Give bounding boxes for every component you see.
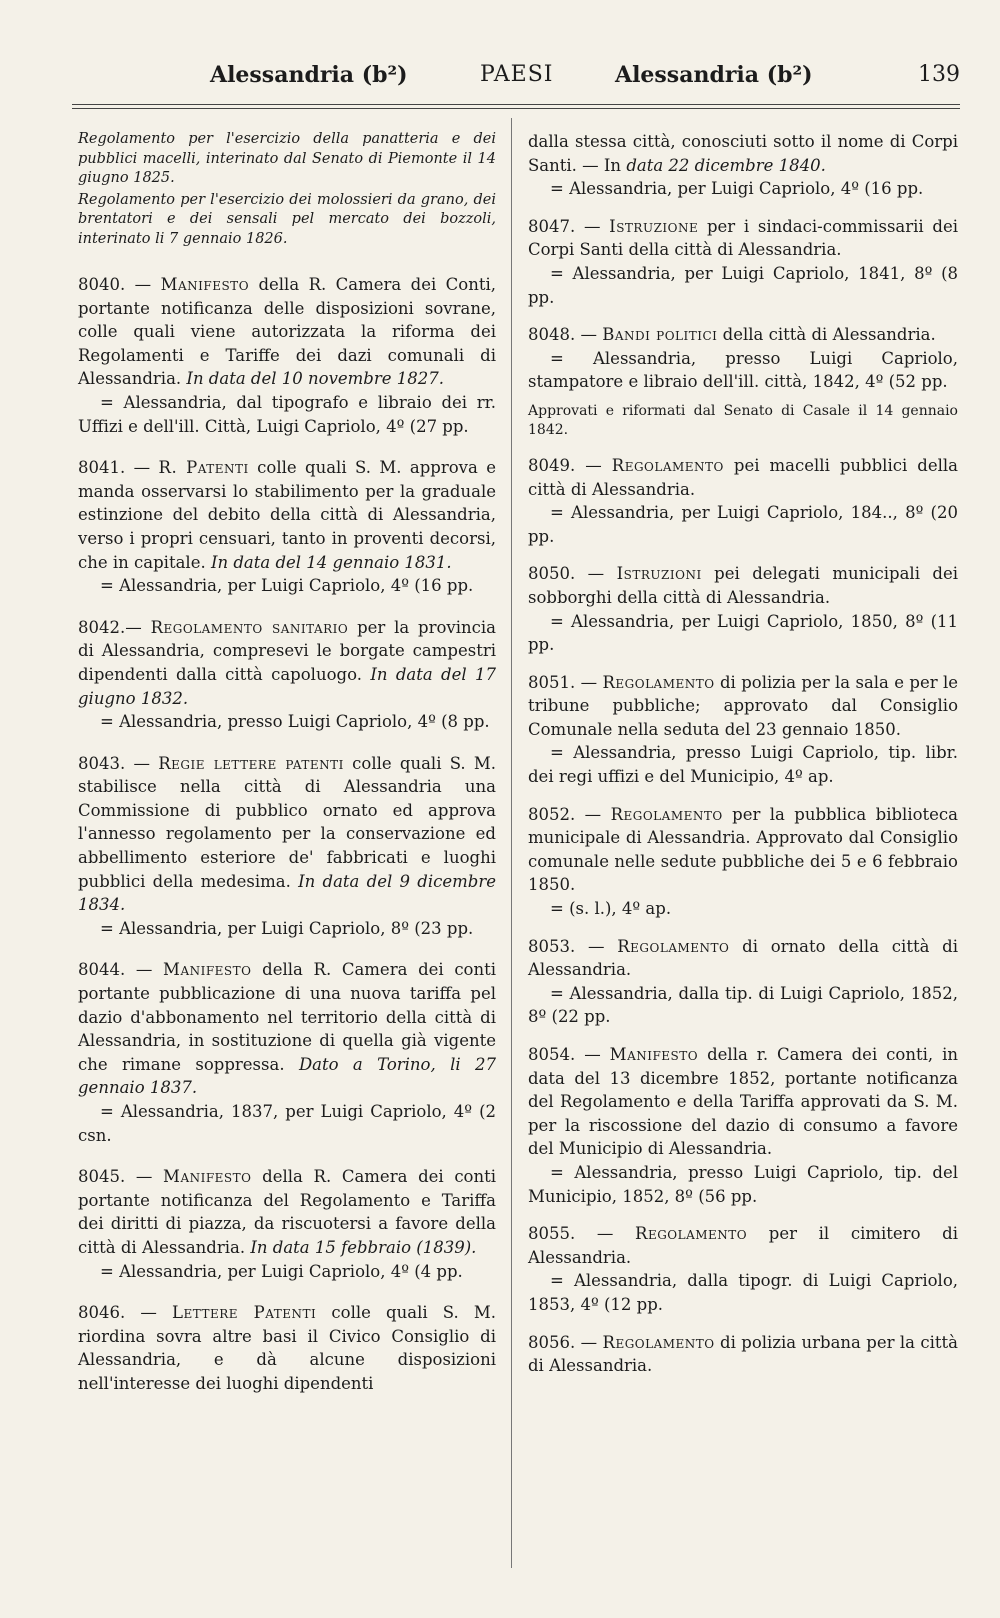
entry-8046-continuation bbox=[528, 130, 958, 201]
entry-text: della città di Alessandria. bbox=[722, 325, 936, 345]
entry-kind: Istruzioni bbox=[616, 564, 702, 584]
entry-imprint: = Alessandria, per Luigi Capriolo, 8º (23 pp. bbox=[100, 918, 474, 938]
entry-number: 8048. — bbox=[528, 325, 597, 345]
entry-number: 8056. — bbox=[528, 1332, 598, 1352]
entry-text: di ornato della città di Alessandria. bbox=[528, 936, 959, 980]
entry-date: In data 15 febbraio (1839). bbox=[250, 1237, 477, 1257]
header-center: PAESI bbox=[480, 62, 554, 87]
entry-8048 bbox=[528, 323, 958, 440]
entry-number: 8041. — bbox=[78, 458, 151, 478]
entry-number: 8053. — bbox=[528, 936, 605, 956]
entry-imprint: = Alessandria, presso Luigi Capriolo, tip. del Municipio, 1852, 8º (56 pp. bbox=[528, 1162, 958, 1206]
entry-imprint: = Alessandria, 1837, per Luigi Capriolo, 4º (2 csn. bbox=[78, 1102, 496, 1145]
entry-8045 bbox=[78, 1165, 496, 1283]
entry-8049 bbox=[528, 454, 958, 548]
entry-imprint: = Alessandria, per Luigi Capriolo, 4º (16 pp. bbox=[550, 179, 924, 199]
entry-text: della R. Camera dei Conti, portante notificanza delle disposizioni sovrane, colle quali viene autorizzata la riforma dei Regolamenti e Tariffe dei dazi comunali di Alessandria. bbox=[78, 275, 497, 389]
entry-8043 bbox=[78, 752, 496, 941]
entry-text: pei macelli pubblici della città di Alessandria. bbox=[528, 455, 958, 499]
header-rule bbox=[72, 104, 960, 109]
entry-date: In data del 9 dicembre 1834. bbox=[78, 871, 496, 915]
entry-imprint: = Alessandria, dalla tip. di Luigi Capriolo, 1852, 8º (22 pp. bbox=[528, 983, 958, 1027]
entry-imprint: = Alessandria, presso Luigi Capriolo, tip. libr. dei regi uffizi e del Municipio, 4º ap. bbox=[528, 743, 958, 787]
column-divider bbox=[511, 118, 512, 1568]
right-column bbox=[528, 130, 958, 1378]
entry-kind: Manifesto bbox=[609, 1045, 699, 1064]
entry-text: colle quali S. M. approva e manda osservarsi lo stabilimento per la graduale estinzione del debito della città di Alessandria, verso i propri censuari, tanto in proventi decorsi, che in capitale. bbox=[78, 458, 497, 572]
entry-number: 8042.— bbox=[78, 617, 142, 637]
entry-text: di polizia urbana per la città di Alessandria. bbox=[528, 1332, 958, 1376]
entry-8050 bbox=[528, 562, 958, 656]
entry-kind: Manifesto bbox=[160, 275, 250, 294]
entry-imprint: = Alessandria, presso Luigi Capriolo, stampatore e libraio dell'ill. città, 1842, 4º (52 pp. bbox=[528, 348, 958, 392]
entry-kind: Manifesto bbox=[163, 960, 252, 980]
entry-8052 bbox=[528, 803, 958, 921]
header-left: Alessandria (b²) bbox=[210, 62, 408, 88]
entry-imprint: = Alessandria, per Luigi Capriolo, 1850, 8º (11 pp. bbox=[528, 611, 958, 655]
entry-kind: Lettere Patenti bbox=[172, 1303, 317, 1323]
entry-text: colle quali S. M. stabilisce nella città di Alessandria una Commissione di pubblico ornato ed approva l'annesso regolamento per la conservazione ed abbellimento esteriore de' fabbricati e luoghi pubblici della medesima. bbox=[78, 753, 497, 891]
entry-8053 bbox=[528, 935, 958, 1029]
entry-text: pei delegati municipali dei sobborghi della città di Alessandria. bbox=[528, 564, 959, 607]
entry-number: 8047. — bbox=[528, 216, 601, 236]
entry-number: 8050. — bbox=[528, 564, 605, 584]
entry-kind: Regolamento bbox=[610, 804, 723, 824]
entry-kind: Bandi politici bbox=[602, 325, 718, 345]
entry-text: di polizia per la sala e per le tribune pubbliche; approvato dal Consiglio Comunale nella seduta del 23 gennaio 1850. bbox=[528, 672, 959, 739]
entry-8044 bbox=[78, 958, 496, 1147]
entry-number: 8044. — bbox=[78, 960, 153, 980]
entry-text: per la pubblica biblioteca municipale di Alessandria. Approvato dal Consiglio comunale nelle sedute pubbliche dei 5 e 6 febbraio 1850. bbox=[528, 804, 959, 895]
entry-kind: Regolamento bbox=[635, 1224, 748, 1244]
entry-8041 bbox=[78, 456, 496, 598]
entry-imprint: = Alessandria, presso Luigi Capriolo, 4º (8 pp. bbox=[100, 712, 490, 732]
entry-imprint: = Alessandria, per Luigi Capriolo, 184.., 8º (20 pp. bbox=[528, 503, 958, 546]
entry-8047 bbox=[528, 215, 958, 309]
entry-kind: Regolamento sanitario bbox=[150, 617, 349, 637]
running-header bbox=[70, 62, 960, 102]
entry-number: 8046. — bbox=[78, 1303, 157, 1323]
note: Regolamento per l'esercizio dei molossieri da grano, dei brentatori e dei sensali pel mercato dei bozzoli, interinato li 7 gennaio 1826. bbox=[78, 191, 496, 247]
entry-kind: Regolamento bbox=[617, 936, 730, 956]
page-number: 139 bbox=[918, 62, 960, 87]
entry-kind: R. Patenti bbox=[158, 458, 249, 478]
entry-number: 8049. — bbox=[528, 455, 602, 475]
entry-date: Dato a Torino, li 27 gennaio 1837. bbox=[78, 1054, 496, 1098]
entry-imprint: = Alessandria, dalla tipogr. di Luigi Capriolo, 1853, 4º (12 pp. bbox=[528, 1271, 958, 1314]
entry-kind: Regolamento bbox=[611, 455, 724, 475]
entry-number: 8043. — bbox=[78, 753, 150, 773]
entry-imprint: = Alessandria, per Luigi Capriolo, 4º (4 pp. bbox=[100, 1261, 463, 1281]
left-column bbox=[78, 130, 496, 1396]
entry-8056 bbox=[528, 1331, 958, 1378]
entry-kind: Regolamento bbox=[602, 672, 715, 692]
entry-text: della R. Camera dei conti portante pubblicazione di una nuova tariffa pel dazio d'abbonamento nel territorio della città di Alessandria, in sostituzione di quella già vigente che rimane soppressa. bbox=[78, 960, 497, 1074]
entry-text: per la provincia di Alessandria, compresevi le borgate campestri dipendenti dalla città capoluogo. bbox=[78, 617, 496, 684]
entry-kind: Istruzione bbox=[609, 216, 699, 236]
entry-date: In data del 17 giugno 1832. bbox=[78, 664, 496, 708]
entry-number: 8051. — bbox=[528, 672, 598, 692]
entry-8046 bbox=[78, 1301, 496, 1395]
entry-number: 8055. — bbox=[528, 1224, 614, 1244]
entry-number: 8040. — bbox=[78, 275, 152, 294]
entry-text: per il cimitero di Alessandria. bbox=[528, 1224, 958, 1267]
entry-date: data 22 dicembre 1840. bbox=[626, 155, 826, 175]
entry-number: 8045. — bbox=[78, 1167, 153, 1187]
entry-imprint: = (s. l.), 4º ap. bbox=[550, 899, 672, 919]
entry-8040 bbox=[78, 273, 496, 438]
entry-text: per i sindaci-commissarii dei Corpi Santi della città di Alessandria. bbox=[528, 216, 959, 260]
entry-text: dalla stessa città, conosciuti sotto il nome di Corpi Santi. — In bbox=[528, 132, 958, 175]
entry-8055 bbox=[528, 1222, 958, 1316]
entry-kind: Regie lettere patenti bbox=[158, 753, 344, 773]
entry-imprint: = Alessandria, dal tipografo e libraio dei rr. Uffizi e dell'ill. Città, Luigi Capriolo, 4º (27 pp. bbox=[78, 392, 496, 436]
entry-remark: Approvati e riformati dal Senato di Casale il 14 gennaio 1842. bbox=[528, 402, 958, 438]
entry-8054 bbox=[528, 1043, 958, 1208]
entry-date: In data del 14 gennaio 1831. bbox=[210, 552, 452, 572]
entry-imprint: = Alessandria, per Luigi Capriolo, 4º (16 pp. bbox=[100, 576, 474, 596]
entry-kind: Manifesto bbox=[163, 1167, 252, 1187]
header-right: Alessandria (b²) bbox=[615, 62, 813, 88]
note: Regolamento per l'esercizio della panatteria e dei pubblici macelli, interinato dal Senato di Piemonte il 14 giugno 1825. bbox=[78, 131, 496, 186]
entry-number: 8052. — bbox=[528, 804, 602, 824]
entry-text: della R. Camera dei conti portante notificanza del Regolamento e Tariffa dei diritti di piazza, da riscuotersi a favore della città di Alessandria. bbox=[78, 1167, 497, 1257]
entry-text: della r. Camera dei conti, in data del 13 dicembre 1852, portante notificanza del Regolamento e della Tariffa approvati da S. M. per la riscossione del dazio di consumo a favore del Municipio di Alessandria. bbox=[528, 1045, 958, 1159]
entry-number: 8054. — bbox=[528, 1045, 601, 1064]
entry-8051 bbox=[528, 671, 958, 789]
entry-date: In data del 10 novembre 1827. bbox=[186, 369, 445, 389]
entry-8042 bbox=[78, 616, 496, 734]
entry-kind: Regolamento bbox=[602, 1332, 715, 1352]
entry-text: colle quali S. M. riordina sovra altre basi il Civico Consiglio di Alessandria, e dà alcune disposizioni nell'interesse dei luoghi dipendenti bbox=[78, 1303, 496, 1393]
entry-imprint: = Alessandria, per Luigi Capriolo, 1841, 8º (8 pp. bbox=[528, 263, 958, 307]
